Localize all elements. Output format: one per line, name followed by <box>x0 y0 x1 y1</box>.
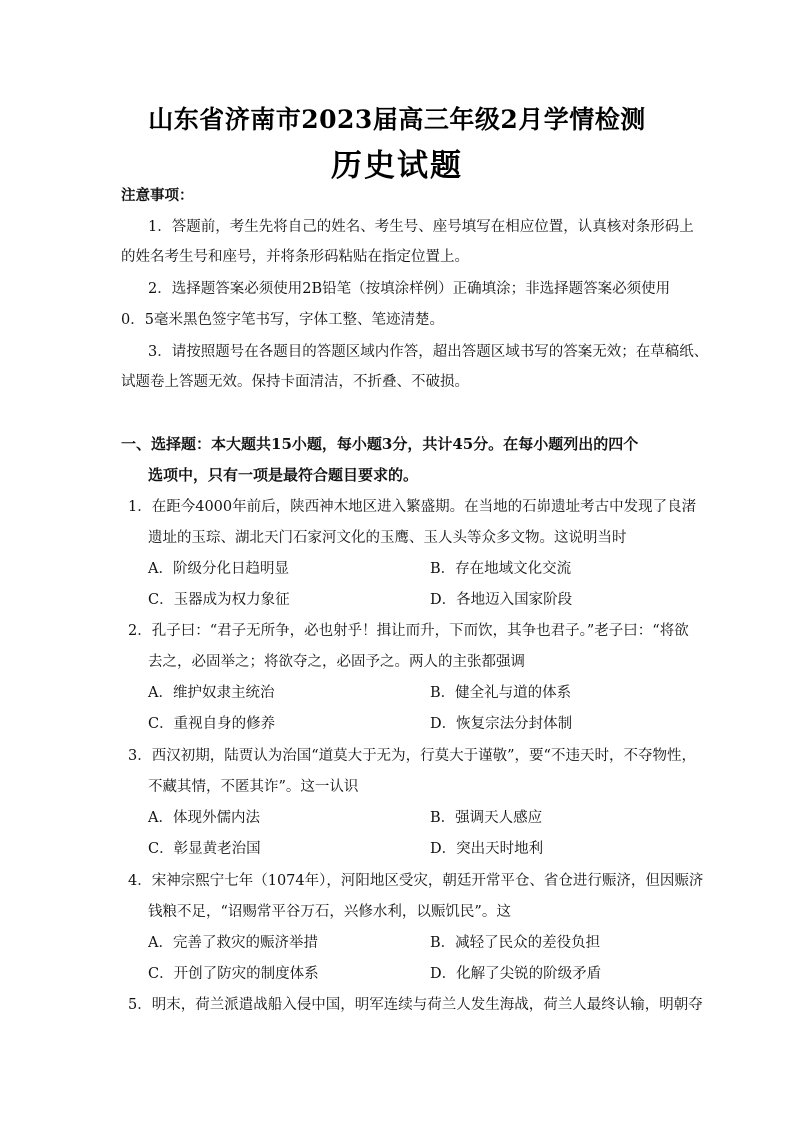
option-c: C．重视自身的修养 <box>148 716 276 732</box>
notice-text: 0．5毫米黑色签字笔书写，字体工整、笔迹清楚。 <box>121 312 444 328</box>
question-text: 2．孔子曰：“君子无所争，必也射乎！揖让而升，下而饮，其争也君子。”老子曰：“将欲 <box>128 623 689 639</box>
notice-text: 1．答题前，考生先将自己的姓名、考生号、座号填写在相应位置，认真核对条形码上 <box>148 219 694 235</box>
option-c: C．彰显黄老治国 <box>148 841 261 857</box>
option-d: D．化解了尖锐的阶级矛盾 <box>430 966 602 982</box>
exam-subtitle: 历史试题 <box>331 148 463 184</box>
notice-text: 3．请按照题号在各题目的答题区域内作答，超出答题区域书写的答案无效；在草稿纸、 <box>148 344 709 360</box>
option-b: B．存在地域文化交流 <box>430 561 572 577</box>
question-text: 1．在距今4000年前后，陕西神木地区进入繁盛期。在当地的石峁遗址考古中发现了良渚 <box>128 499 697 515</box>
notice-text: 的姓名考生号和座号，并将条形码粘贴在指定位置上。 <box>121 249 469 265</box>
option-d: D．突出天时地利 <box>430 841 544 857</box>
option-b: B．健全礼与道的体系 <box>430 685 572 701</box>
option-d: D．恢复宗法分封体制 <box>430 716 573 732</box>
notice-heading: 注意事项： <box>121 187 194 204</box>
option-b: B．减轻了民众的差役负担 <box>430 935 601 951</box>
question-text: 不藏其情，不匿其诈”。这一认识 <box>148 779 359 795</box>
option-d: D．各地迈入国家阶段 <box>430 592 573 608</box>
option-a: A．维护奴隶主统治 <box>148 685 275 701</box>
option-b: B．强调天人感应 <box>430 810 543 826</box>
section-heading: 一、选择题：本大题共15小题，每小题3分，共计45分。在每小题列出的四个 <box>121 435 639 453</box>
option-a: A．完善了救灾的赈济举措 <box>148 935 318 951</box>
option-a: A．阶级分化日趋明显 <box>148 561 289 577</box>
option-c: C．开创了防灾的制度体系 <box>148 966 319 982</box>
option-a: A．体现外儒内法 <box>148 810 260 826</box>
question-text: 钱粮不足，“诏赐常平谷万石，兴修水利，以赈饥民”。这 <box>148 904 511 920</box>
question-text: 遗址的玉琮、湖北天门石家河文化的玉鹰、玉人头等众多文物。这说明当时 <box>148 530 627 546</box>
question-text: 3．西汉初期，陆贾认为治国“道莫大于无为，行莫大于谨敬”，要“不违天时，不夺物性， <box>128 748 696 764</box>
exam-title: 山东省济南市2023届高三年级2月学情检测 <box>148 105 646 134</box>
question-text: 4．宋神宗熙宁七年（1074年），河阳地区受灾，朝廷开常平仓、省仓进行赈济，但因赈济 <box>128 873 704 889</box>
question-text: 5．明末，荷兰派遣战船入侵中国，明军连续与荷兰人发生海战，荷兰人最终认输，明朝夺 <box>128 997 703 1013</box>
section-heading: 选项中，只有一项是最符合题目要求的。 <box>148 466 419 484</box>
notice-text: 2．选择题答案必须使用2B铅笔（按填涂样例）正确填涂；非选择题答案必须使用 <box>148 281 671 297</box>
notice-text: 试题卷上答题无效。保持卡面清洁，不折叠、不破损。 <box>121 374 469 390</box>
question-text: 去之，必固举之；将欲夺之，必固予之。两人的主张都强调 <box>148 654 525 670</box>
option-c: C．玉器成为权力象征 <box>148 592 290 608</box>
